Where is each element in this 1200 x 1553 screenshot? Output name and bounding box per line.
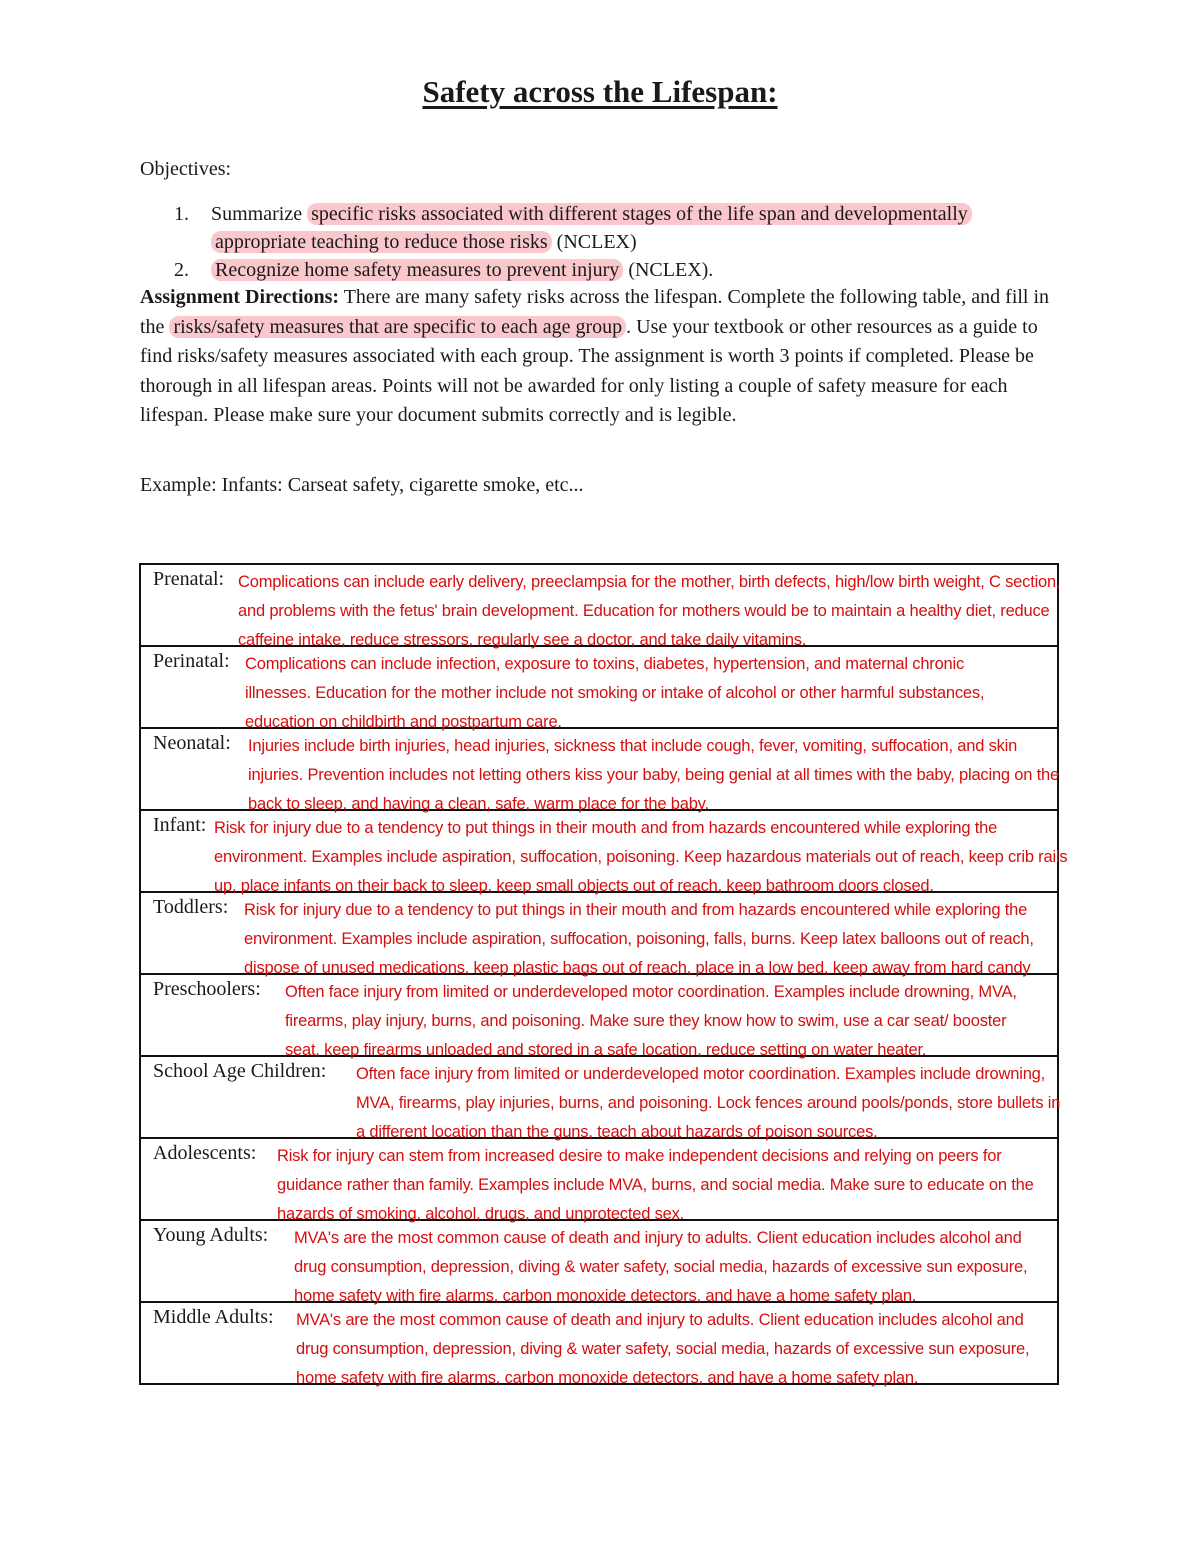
directions-label: Assignment Directions: xyxy=(140,286,340,308)
objective-number: 2. xyxy=(174,259,189,281)
table-row xyxy=(141,647,1057,729)
table-row xyxy=(141,1139,1057,1221)
row-response: Complications can include infection, exposure to toxins, diabetes, hypertension, and maternal chronic illnesses. Education for the mother include not smoking or intake of alcohol or other harmful substances, education on childbirth and postpartum care. xyxy=(245,655,985,731)
row-label: Adolescents: xyxy=(153,1142,257,1164)
row-response: Risk for injury can stem from increased desire to make independent decisions and relying on peers for guidance rather than family. Examples include MVA, burns, and social media. Make sure to educate on the hazards of smoking, alcohol, drugs, and unprotected sex. xyxy=(277,1147,1034,1223)
row-label: School Age Children: xyxy=(153,1060,327,1082)
directions-highlight: risks/safety measures that are specific to each age group xyxy=(169,316,626,338)
objective-highlight: specific risks associated with different stages of the life span and developmentally appropriate teaching to reduce those risks xyxy=(211,203,972,253)
objective-number: 1. xyxy=(174,203,189,225)
directions-text-continued: . Use your textbook or other resources as a guide to find risks/safety measures associated with each group. The assignment is worth 3 points if completed. Please be thorough in all lifespan areas. Points will not be awarded for only listing a couple of safety measure for each lifespan. Please make sure your document submits correctly and is legible. xyxy=(140,315,1038,426)
lifespan-table xyxy=(139,563,1068,1387)
page-title: Safety across the Lifespan: xyxy=(422,74,778,109)
row-label: Prenatal: xyxy=(153,568,225,590)
row-response: MVA's are the most common cause of death and injury to adults. Client education includes alcohol and drug consumption, depression, diving & water safety, social media, hazards of excessive sun exposure, home safety with fire alarms, carbon monoxide detectors, and have a home safety plan. xyxy=(296,1311,1030,1387)
objective-highlight: Recognize home safety measures to prevent injury xyxy=(211,259,623,281)
objectives-list xyxy=(140,200,1060,284)
example-line: Example: Infants: Carseat safety, cigarette smoke, etc... xyxy=(140,474,584,496)
table-row xyxy=(141,1221,1057,1303)
row-response: MVA's are the most common cause of death and injury to adults. Client education includes alcohol and drug consumption, depression, diving & water safety, social media, hazards of excessive sun exposure, home safety with fire alarms, carbon monoxide detectors, and have a home safety plan. xyxy=(294,1229,1028,1305)
row-label: Neonatal: xyxy=(153,732,231,754)
row-label: Toddlers: xyxy=(153,896,229,918)
row-label: Young Adults: xyxy=(153,1224,269,1246)
row-response: Often face injury from limited or underdeveloped motor coordination. Examples include drowning, MVA, firearms, play injury, burns, and poisoning. Make sure they know how to swim, use a car seat/ booster seat, keep firearms unloaded and stored in a safe location, reduce setting on water heater. xyxy=(285,983,1017,1059)
directions-text: There are many safety risks across the lifespan. Complete the following table, and fill in the xyxy=(140,286,1050,338)
row-label: Perinatal: xyxy=(153,650,230,672)
row-label: Preschoolers: xyxy=(153,978,261,1000)
table-row xyxy=(141,729,1057,811)
objective-suffix: (NCLEX). xyxy=(623,259,714,281)
objective-item xyxy=(140,256,1060,284)
row-label: Infant: xyxy=(153,814,207,836)
objective-text: Summarize xyxy=(211,203,303,225)
row-response: Risk for injury due to a tendency to put things in their mouth and from hazards encountered while exploring the environment. Examples include aspiration, suffocation, poisoning. Keep hazardous materials out of reach, keep crib rails up, place infants on their back to sleep, keep small objects out of reach, keep bathroom doors closed. xyxy=(214,819,1068,895)
table-row xyxy=(141,1303,1057,1387)
row-response: Often face injury from limited or underdeveloped motor coordination. Examples include drowning, MVA, firearms, play injuries, burns, and poisoning. Lock fences around pools/ponds, store bullets in a different location than the guns, teach about hazards of poison sources. xyxy=(356,1065,1061,1141)
row-response: Complications can include early delivery, preeclampsia for the mother, birth defects, high/low birth weight, C section, and problems with the fetus' brain development. Education for mothers would be to maintain a healthy diet, reduce caffeine intake, reduce stressors, regularly see a doctor, and take daily vitamins. xyxy=(238,573,1061,649)
objective-suffix: (NCLEX) xyxy=(551,231,637,253)
row-response: Injuries include birth injuries, head injuries, sickness that include cough, fever, vomiting, suffocation, and skin injuries. Prevention includes not letting others kiss your baby, being genial at all times with the baby, placing on the back to sleep, and having a clean, safe, warm place for the baby. xyxy=(248,737,1059,813)
row-response: Risk for injury due to a tendency to put things in their mouth and from hazards encountered while exploring the environment. Examples include aspiration, suffocation, poisoning, falls, burns. Keep latex balloons out of reach, dispose of unused medications, keep plastic bags out of reach, place in a low bed, keep away from hard candy xyxy=(244,901,1034,977)
row-label: Middle Adults: xyxy=(153,1306,274,1328)
table-row xyxy=(141,893,1057,975)
table-row xyxy=(141,565,1061,649)
assignment-directions xyxy=(140,283,1070,431)
table-row xyxy=(141,811,1068,895)
table-row xyxy=(141,975,1057,1057)
objective-item xyxy=(140,200,1060,256)
objectives-heading: Objectives: xyxy=(140,158,232,180)
table-row xyxy=(141,1057,1061,1141)
